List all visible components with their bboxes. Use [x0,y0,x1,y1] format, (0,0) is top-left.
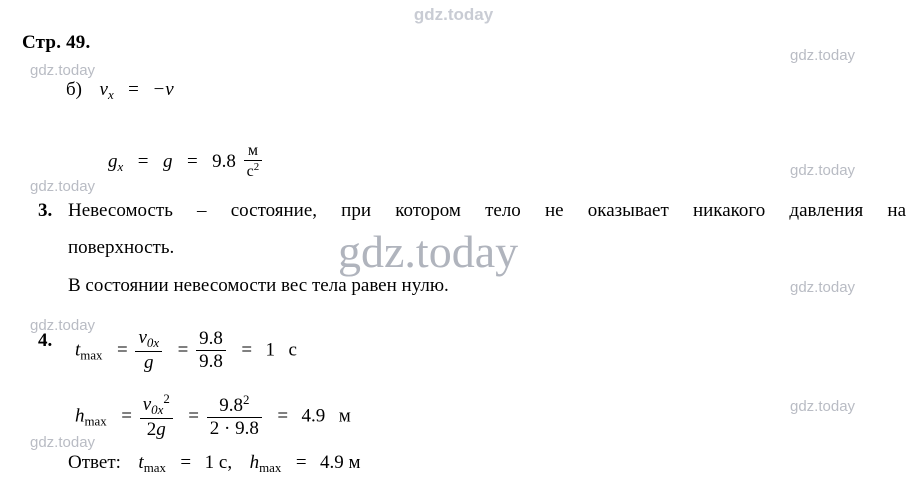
watermark-left-4: gdz.today [30,434,96,451]
tmax-unit: с [288,339,297,361]
tmax-fraction-2 [196,328,226,373]
answer-h-equals: = [295,452,307,473]
gx-equals-1: = [137,151,149,173]
answer-label: Ответ: [68,452,121,473]
watermark-left-2: gdz.today [30,178,96,195]
hmax-result: 4.9 [301,405,326,427]
formula-hmax [75,393,351,442]
hmax-lhs-var: h [75,405,85,427]
vx-lhs-sub: x [107,86,114,102]
item-3-text-line2: поверхность. [68,237,175,258]
answer-h-var: h [249,452,260,473]
gx-equals-2: = [186,151,198,173]
answer-t-equals: = [180,452,192,473]
vx-lhs-var: v [99,79,108,100]
tmax-result: 1 [265,339,276,361]
vx-rhs: −v [152,79,174,100]
formula-tmax [75,328,297,375]
watermark-left-1: gdz.today [30,62,96,79]
answer-h-value: 4.9 м [320,452,361,473]
watermark-right-2: gdz.today [790,162,856,179]
gx-unit-denominator: $с^2$ [244,160,263,181]
hmax-fraction-2 [207,393,262,440]
tmax-equals-1: = [117,339,128,361]
vx-equals: = [128,79,139,100]
watermark-right-4: gdz.today [790,398,856,415]
answer-t-value: 1 с, [204,452,233,473]
page-title: Стр. 49. [22,32,91,53]
item-3-text-line1: Невесомость – состояние, при котором тело не оказывает никакого давления на [68,200,906,221]
gx-lhs-var: g [108,151,118,173]
gx-mid-var: g [162,151,173,173]
item-3-number: 3. [38,200,53,221]
item-3-paragraph-line2 [68,237,174,259]
hmax-unit: м [338,405,351,427]
watermark-right-1: gdz.today [790,47,856,64]
item-b-marker: б) [66,79,82,100]
item-4-number: 4. [38,330,53,351]
hmax-frac1-numerator: $v_{0x}^2$ [142,391,170,417]
answer-t-sub: max [143,459,166,475]
hmax-equals-1: = [121,405,132,427]
tmax-frac2-denominator: 9.8 [196,350,226,373]
hmax-equals-2: = [188,405,199,427]
tmax-lhs-var: t [75,339,81,361]
item-3-paragraph-line3 [68,275,449,297]
formula-vx [66,79,174,103]
tmax-fraction-1 [135,327,162,374]
gx-unit-exponent: 2 [253,161,260,174]
gx-unit-numerator: м [247,142,258,159]
watermark-right-3: gdz.today [790,279,856,296]
hmax-fraction-1 [140,392,173,441]
watermark-top-center: gdz.today [413,5,494,24]
hmax-lhs-sub: max [84,413,107,429]
watermark-left-3: gdz.today [30,317,96,334]
tmax-frac1-denominator: g [135,351,162,374]
gx-value: 9.8 [212,151,236,173]
item-3-text-line3: В состоянии невесомости вес тела равен нулю. [68,275,449,296]
answer-t-var: t [138,452,144,473]
item-3-paragraph-line1 [68,200,906,222]
tmax-frac2-numerator: 9.8 [199,327,223,349]
formula-gx [108,143,265,183]
answer-h-sub: max [259,459,282,475]
tmax-lhs-sub: max [80,347,103,363]
hmax-equals-3: = [277,405,289,427]
answer-line [68,452,361,476]
tmax-equals-2: = [177,339,189,361]
hmax-frac2-denominator: 2 · 9.8 [207,417,262,440]
hmax-frac2-numerator: $9.8^2$ [219,391,250,417]
tmax-equals-3: = [241,339,253,361]
tmax-frac1-numerator: $v_{0x}$ [138,327,160,350]
hmax-frac1-denominator: 2g [140,418,173,441]
gx-lhs-sub: x [117,159,124,175]
watermark-center-large: gdz.today [338,226,519,277]
gx-unit-fraction [244,142,263,182]
